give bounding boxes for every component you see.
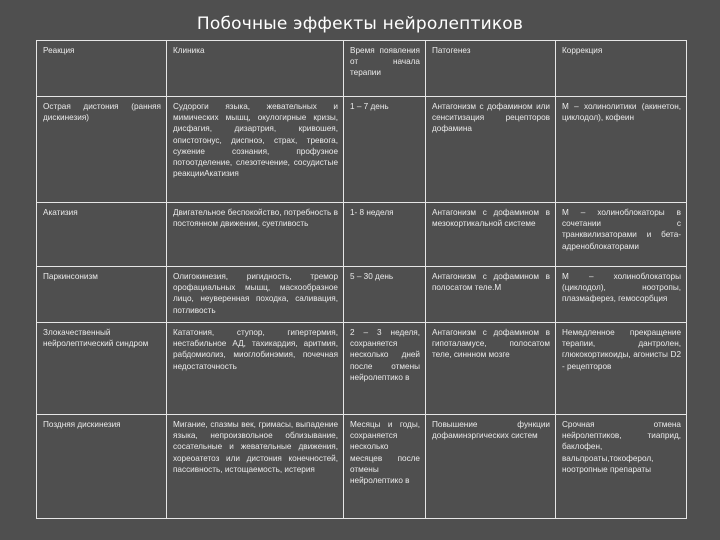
cell-reaction: Острая дистония (ранняя дискинезия) — [37, 97, 167, 203]
cell-pathogenesis: Антагонизм с дофамином в полосатом теле.М — [426, 267, 556, 323]
cell-clinic: Судороги языка, жевательных и мимических мышц, окулогирные кризы, дисфагия, дизартрия, кривошея, опистотонус, диспноэ, страх, тревога, сужение сознания, профузное потоотделение, слезотечение, сосудистые реакцииАкатизия — [167, 97, 344, 203]
cell-pathogenesis: Антагонизм с дофамином или сенситизация рецепторов дофамина — [426, 97, 556, 203]
cell-correction: М – холиноблокаторы в сочетании с транквилизаторами и бета-адреноблокаторами — [556, 203, 687, 267]
header-clinic: Клиника — [167, 41, 344, 97]
cell-reaction: Злокачественный нейролептический синдром — [37, 323, 167, 415]
header-correction: Коррекция — [556, 41, 687, 97]
cell-onset: Месяцы и годы, сохраняется несколько месяцев после отмены нейролептико в — [344, 415, 426, 519]
cell-correction: М – холиноблокаторы (циклодол), ноотропы, плазмаферез, гемосорбция — [556, 267, 687, 323]
cell-onset: 1 – 7 день — [344, 97, 426, 203]
cell-onset: 2 – 3 неделя, сохраняется несколько дней после отмены нейролептико в — [344, 323, 426, 415]
cell-clinic: Двигательное беспокойство, потребность в постоянном движении, суетливость — [167, 203, 344, 267]
header-reaction: Реакция — [37, 41, 167, 97]
cell-pathogenesis: Повышение функции дофаминэргических систем — [426, 415, 556, 519]
cell-onset: 5 – 30 день — [344, 267, 426, 323]
table-row — [37, 323, 687, 415]
cell-reaction: Паркинсонизм — [37, 267, 167, 323]
cell-clinic: Мигание, спазмы век, гримасы, выпадение языка, непроизвольное облизывание, сосательные и жевательные движения, хореоатетоз или дистония конечностей, пассивность, истощаемость, истерия — [167, 415, 344, 519]
cell-correction: Немедленное прекращение терапии, дантролен, глюкокортикоиды, агонисты D2 - рецепторов — [556, 323, 687, 415]
cell-reaction: Поздняя дискинезия — [37, 415, 167, 519]
cell-pathogenesis: Антагонизм с дофамином в мезокортикальной системе — [426, 203, 556, 267]
header-onset: Время появления от начала терапии — [344, 41, 426, 97]
table-row — [37, 97, 687, 203]
cell-correction: Срочная отмена нейролептиков, тиаприд, баклофен, вальпроаты,токоферол, ноотропные препараты — [556, 415, 687, 519]
page-title: Побочные эффекты нейролептиков — [196, 14, 524, 34]
cell-correction: М – холинолитики (акинетон, циклодол), кофеин — [556, 97, 687, 203]
table-header-row — [37, 41, 687, 97]
cell-clinic: Кататония, ступор, гипертермия, нестабильное АД, тахикардия, аритмия, рабдомиолиз, миоглобинэмия, почечная недостаточность — [167, 323, 344, 415]
side-effects-table — [36, 40, 687, 519]
cell-pathogenesis: Антагонизм с дофамином в гипоталамусе, полосатом теле, синнном мозге — [426, 323, 556, 415]
table-row — [37, 203, 687, 267]
table-row — [37, 267, 687, 323]
cell-reaction: Акатизия — [37, 203, 167, 267]
cell-onset: 1- 8 неделя — [344, 203, 426, 267]
table-row — [37, 415, 687, 519]
cell-clinic: Олигокинезия, ригидность, тремор орофациальных мышц, маскообразное лицо, неуверенная походка, саливация, потливость — [167, 267, 344, 323]
header-pathogenesis: Патогенез — [426, 41, 556, 97]
